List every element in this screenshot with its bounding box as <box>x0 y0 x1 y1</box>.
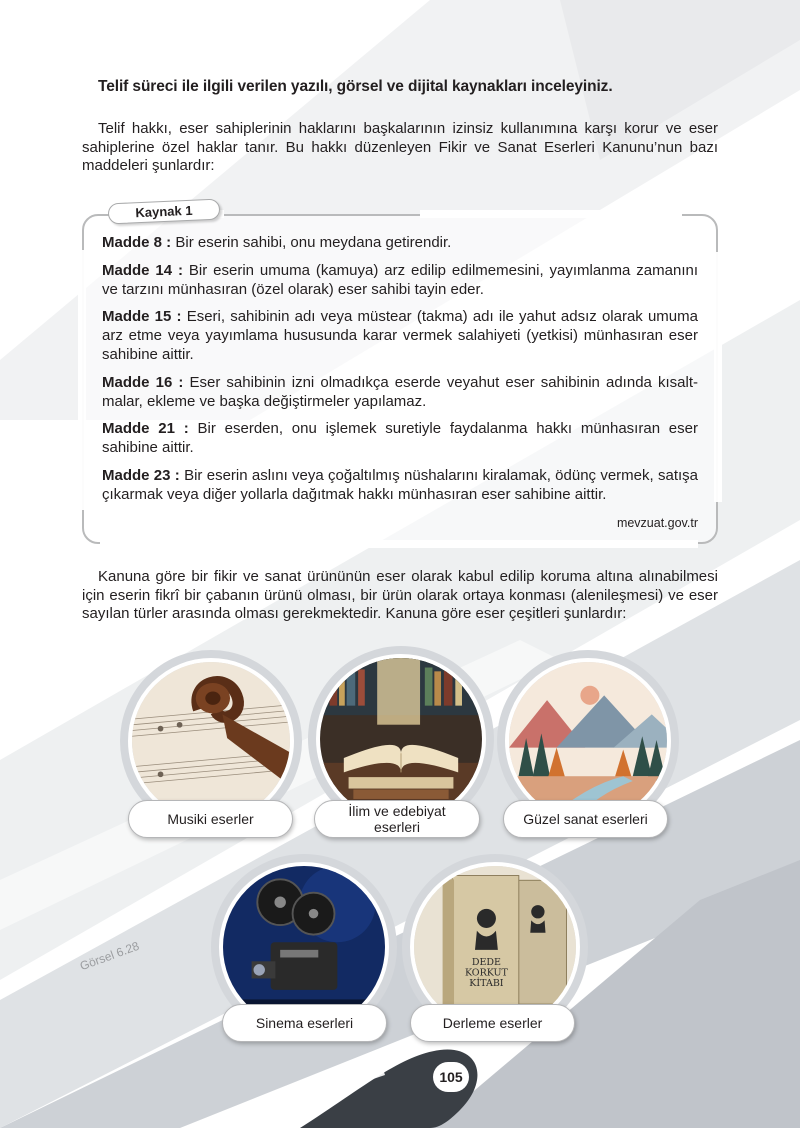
page-heading: Telif süreci ile ilgili verilen yazılı, görsel ve dijital kaynakları inceleyiniz. <box>98 78 613 95</box>
category-label-compilation: Derleme eserler <box>410 1004 575 1042</box>
category-label-science-literature: İlim ve edebiyat eserleri <box>314 800 480 838</box>
source-tab: Kaynak 1 <box>108 199 221 225</box>
books-image <box>316 654 486 824</box>
category-label-fine-arts: Güzel sanat eserleri <box>503 800 668 838</box>
book-title-line: DEDE <box>471 957 502 969</box>
book-title-line: KORKUT <box>464 967 508 979</box>
article-15: Madde 15 : Eseri, sahibinin adı veya müstear (takma) adı ile yahut adsız olarak umuma arz etme veya yayımlama hususunda karar vermek salahiyeti (yetkisi) münhasıran eser sahibine aittir. <box>102 308 698 363</box>
book-title-line: KİTABI <box>469 978 504 990</box>
page-number: 105 <box>433 1062 469 1092</box>
law-articles <box>102 234 698 514</box>
figure-label: Görsel 6.28 <box>78 938 142 974</box>
intro-paragraph: Telif hakkı, eser sahiplerinin haklarını başkalarının izinsiz kullanımına karşı korur ve eser sahiplerine özel haklar tanır. Bu hakkı düzenleyen Fikir ve Sanat Eserleri Kanunu’nun bazı maddeleri şunlardır: <box>82 120 718 174</box>
work-types-paragraph: Kanuna göre bir fikir ve sanat ürününün eser olarak kabul edilip koruma altına alınabilmesi için eserin fikrî bir çabanın ürünü olması, bir ürün olarak ortaya konması (alenileşmesi) ve eser sayılan türler arasında olması gerekmektedir. Kanuna göre eser çeşitleri şunlardır: <box>82 568 718 622</box>
article-16: Madde 16 : Eser sahibinin izni olmadıkça eserde veyahut eser sahibinin adında kısaltmalar, ekleme ve başka değiştirmeler yapılamaz. <box>102 373 698 410</box>
category-label-music: Musiki eserler <box>128 800 293 838</box>
article-14: Madde 14 : Bir eserin umuma (kamuya) arz edilip edilmemesini, yayımlanma zamanını ve tarzını münhasıran (özel olarak) eser sahibi tayin eder. <box>102 261 698 298</box>
article-21: Madde 21 : Bir eserden, onu işlemek suretiyle faydalanma hakkı münhasıran eser sahibine aittir. <box>102 420 698 457</box>
category-label-cinema: Sinema eserleri <box>222 1004 387 1042</box>
source-reference: mevzuat.gov.tr <box>616 516 698 530</box>
article-23: Madde 23 : Bir eserin aslını veya çoğaltılmış nüshalarını kiralamak, ödünç vermek, satışa çıkarmak veya diğer yollarla dağıtmak hakkı münhasıran eser sahibine aittir. <box>102 466 698 503</box>
article-8: Madde 8 : Bir eserin sahibi, onu meydana getirendir. <box>102 234 452 251</box>
